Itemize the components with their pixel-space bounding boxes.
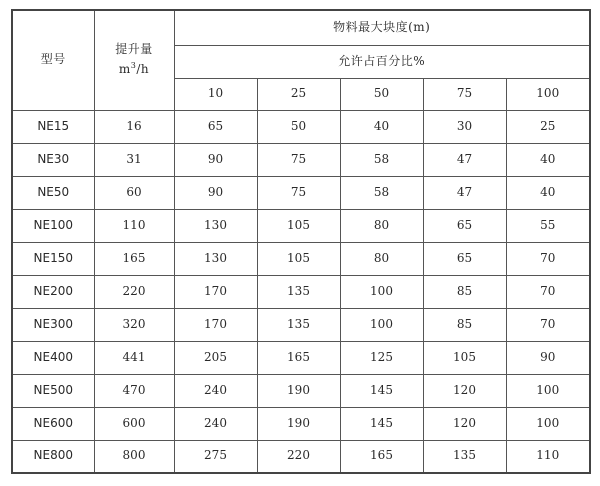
lump-size-cell: 85 <box>423 308 506 341</box>
lump-size-cell: 65 <box>423 209 506 242</box>
table-row <box>12 143 590 176</box>
lump-size-cell: 80 <box>340 209 423 242</box>
lump-size-cell: 105 <box>257 242 340 275</box>
table-row <box>12 110 590 143</box>
lump-size-cell: 170 <box>174 275 257 308</box>
table-row <box>12 440 590 473</box>
capacity-cell: 600 <box>94 407 174 440</box>
capacity-cell: 800 <box>94 440 174 473</box>
lump-size-cell: 58 <box>340 143 423 176</box>
model-cell: NE500 <box>12 374 94 407</box>
lump-size-cell: 190 <box>257 374 340 407</box>
table-row <box>12 209 590 242</box>
lump-size-cell: 105 <box>423 341 506 374</box>
lump-size-cell: 240 <box>174 407 257 440</box>
lump-size-cell: 170 <box>174 308 257 341</box>
lump-size-cell: 165 <box>257 341 340 374</box>
max-lump-size-header: 物料最大块度(m) <box>174 10 590 45</box>
table-body <box>12 110 590 473</box>
lump-size-cell: 80 <box>340 242 423 275</box>
lump-size-cell: 145 <box>340 374 423 407</box>
lump-size-cell: 90 <box>174 176 257 209</box>
lump-size-cell: 220 <box>257 440 340 473</box>
table-row <box>12 308 590 341</box>
lump-size-cell: 70 <box>506 275 590 308</box>
model-cell: NE100 <box>12 209 94 242</box>
lump-size-cell: 75 <box>257 143 340 176</box>
table-row <box>12 176 590 209</box>
lump-size-cell: 130 <box>174 209 257 242</box>
lump-size-cell: 275 <box>174 440 257 473</box>
lump-size-cell: 135 <box>423 440 506 473</box>
percentage-header-cell: 10 <box>174 78 257 110</box>
lump-size-cell: 135 <box>257 275 340 308</box>
lump-size-cell: 70 <box>506 308 590 341</box>
lump-size-cell: 120 <box>423 374 506 407</box>
lump-size-cell: 40 <box>340 110 423 143</box>
capacity-cell: 16 <box>94 110 174 143</box>
lump-size-cell: 100 <box>506 407 590 440</box>
lump-size-cell: 50 <box>257 110 340 143</box>
model-cell: NE800 <box>12 440 94 473</box>
lump-size-cell: 30 <box>423 110 506 143</box>
lump-size-cell: 75 <box>257 176 340 209</box>
percentage-header-cell: 50 <box>340 78 423 110</box>
lump-size-cell: 65 <box>423 242 506 275</box>
capacity-header <box>94 10 174 110</box>
model-cell: NE200 <box>12 275 94 308</box>
lump-size-cell: 105 <box>257 209 340 242</box>
percentage-header-cell: 75 <box>423 78 506 110</box>
lump-size-cell: 47 <box>423 176 506 209</box>
bucket-elevator-spec-table <box>11 9 591 474</box>
percentage-header-cell: 100 <box>506 78 590 110</box>
table-row <box>12 275 590 308</box>
table-header <box>12 10 590 110</box>
model-cell: NE30 <box>12 143 94 176</box>
capacity-unit: $m^3/h$ <box>118 61 150 77</box>
capacity-label: 提升量 <box>115 42 153 57</box>
model-cell: NE150 <box>12 242 94 275</box>
lump-size-cell: 190 <box>257 407 340 440</box>
capacity-cell: 320 <box>94 308 174 341</box>
spec-sheet <box>11 9 589 475</box>
lump-size-cell: 25 <box>506 110 590 143</box>
table-row <box>12 407 590 440</box>
model-cell: NE15 <box>12 110 94 143</box>
lump-size-cell: 85 <box>423 275 506 308</box>
percentage-header-cell: 25 <box>257 78 340 110</box>
capacity-cell: 31 <box>94 143 174 176</box>
capacity-cell: 441 <box>94 341 174 374</box>
lump-size-cell: 165 <box>340 440 423 473</box>
lump-size-cell: 90 <box>506 341 590 374</box>
lump-size-cell: 47 <box>423 143 506 176</box>
lump-size-cell: 205 <box>174 341 257 374</box>
table-row <box>12 341 590 374</box>
model-header: 型号 <box>12 10 94 110</box>
lump-size-cell: 65 <box>174 110 257 143</box>
lump-size-cell: 40 <box>506 176 590 209</box>
lump-size-cell: 145 <box>340 407 423 440</box>
lump-size-cell: 55 <box>506 209 590 242</box>
lump-size-cell: 240 <box>174 374 257 407</box>
lump-size-cell: 120 <box>423 407 506 440</box>
model-cell: NE300 <box>12 308 94 341</box>
lump-size-cell: 100 <box>340 275 423 308</box>
header-row-group <box>12 10 590 45</box>
lump-size-cell: 90 <box>174 143 257 176</box>
table-row <box>12 242 590 275</box>
table-row <box>12 374 590 407</box>
lump-size-cell: 130 <box>174 242 257 275</box>
capacity-cell: 470 <box>94 374 174 407</box>
capacity-cell: 60 <box>94 176 174 209</box>
lump-size-cell: 135 <box>257 308 340 341</box>
lump-size-cell: 100 <box>340 308 423 341</box>
allowed-percentage-header: 允许占百分比% <box>174 45 590 78</box>
lump-size-cell: 110 <box>506 440 590 473</box>
capacity-cell: 165 <box>94 242 174 275</box>
capacity-cell: 220 <box>94 275 174 308</box>
model-cell: NE400 <box>12 341 94 374</box>
lump-size-cell: 40 <box>506 143 590 176</box>
model-cell: NE50 <box>12 176 94 209</box>
capacity-cell: 110 <box>94 209 174 242</box>
model-cell: NE600 <box>12 407 94 440</box>
lump-size-cell: 70 <box>506 242 590 275</box>
lump-size-cell: 58 <box>340 176 423 209</box>
lump-size-cell: 100 <box>506 374 590 407</box>
lump-size-cell: 125 <box>340 341 423 374</box>
